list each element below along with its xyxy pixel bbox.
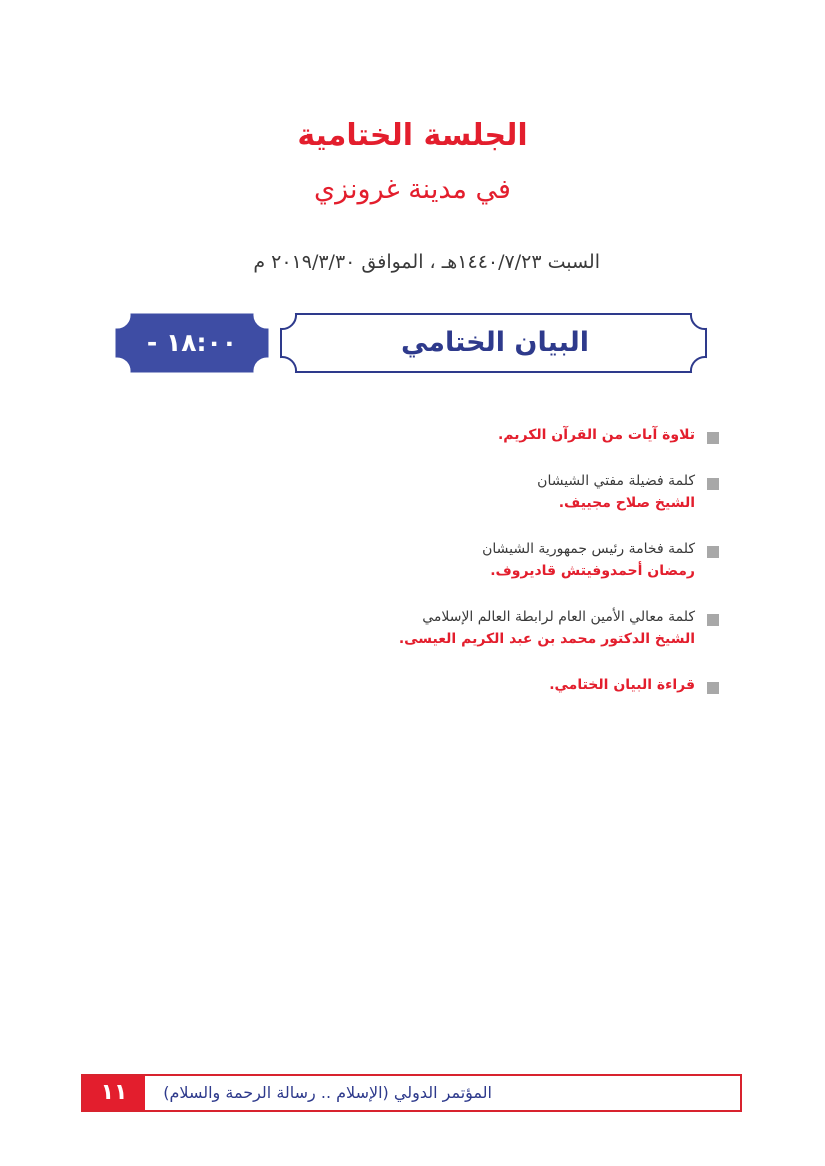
session-time: ١٨:٠٠ - ١٩:٠٠ — [146, 328, 238, 411]
list-item — [269, 470, 719, 514]
session-date: السبت ١٤٤٠/٧/٢٣هـ ، الموافق ٢٠١٩/٣/٣٠ م — [253, 251, 600, 273]
list-item — [269, 606, 719, 650]
page-subtitle: في مدينة غرونزي — [314, 174, 511, 205]
square-bullet-icon — [707, 546, 719, 558]
square-bullet-icon — [707, 682, 719, 694]
agenda-item-name: الشيخ الدكتور محمد بن عبد الكريم العيسى. — [398, 631, 695, 647]
agenda-item-label: كلمة فضيلة مفتي الشيشان — [537, 473, 695, 489]
list-item — [269, 424, 719, 446]
agenda-item-name: قراءة البيان الختامي. — [549, 677, 695, 693]
page-number: ١١ — [83, 1076, 145, 1110]
agenda-item-label: كلمة فخامة رئيس جمهورية الشيشان — [482, 541, 695, 557]
footer-conference-title: المؤتمر الدولي (الإسلام .. رسالة الرحمة والسلام) — [163, 1083, 492, 1102]
list-item — [269, 674, 719, 696]
square-bullet-icon — [707, 614, 719, 626]
agenda-item-label: كلمة معالي الأمين العام لرابطة العالم الإسلامي — [422, 609, 695, 625]
agenda-list — [269, 424, 719, 720]
agenda-item-name: رمضان أحمدوفيتش قاديروف. — [490, 563, 695, 579]
list-item — [269, 538, 719, 582]
square-bullet-icon — [707, 478, 719, 490]
page-footer — [81, 1074, 742, 1112]
session-title: البيان الختامي — [400, 327, 590, 358]
agenda-item-name: الشيخ صلاح مجييف. — [558, 495, 695, 511]
page-title: الجلسة الختامية — [297, 118, 528, 153]
agenda-item-name: تلاوة آيات من القرآن الكريم. — [497, 427, 695, 443]
square-bullet-icon — [707, 432, 719, 444]
